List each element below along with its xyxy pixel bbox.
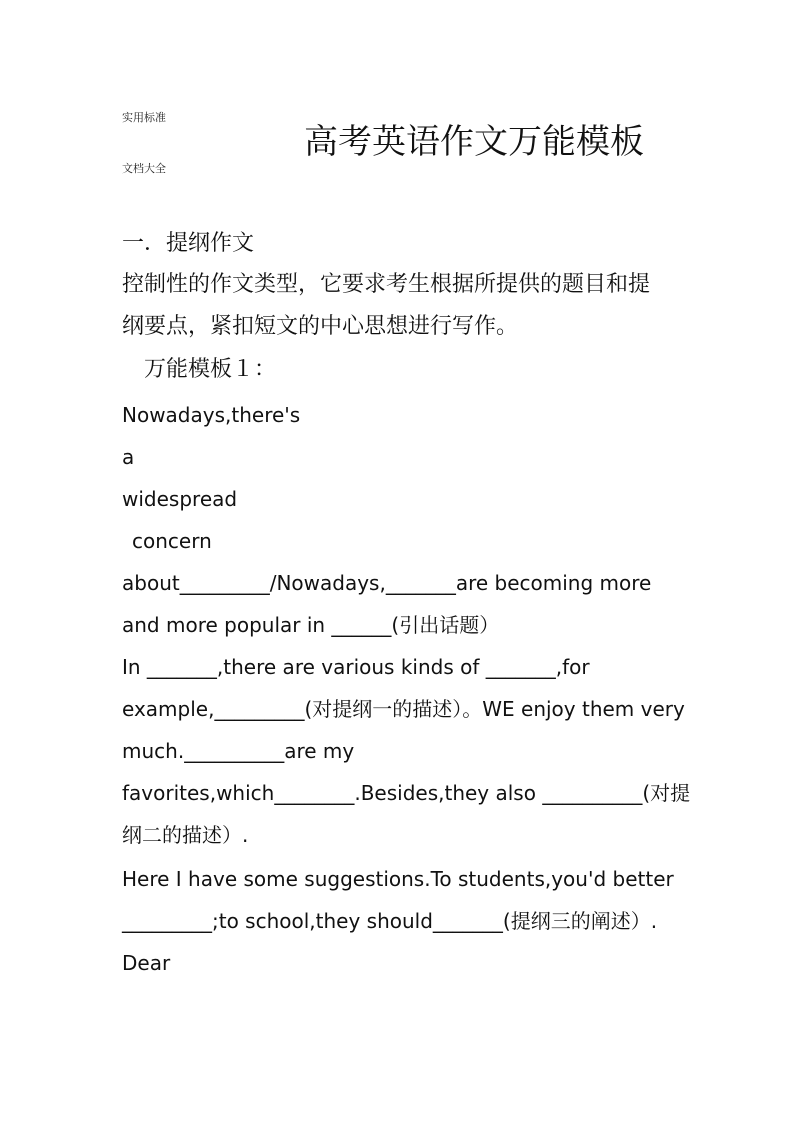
section-heading: 一．提纲作文: [122, 231, 255, 256]
body-text-line: about_________/Nowadays,_______are becoming more: [122, 571, 652, 595]
body-text-line: Here I have some suggestions.To students,you'd better: [122, 867, 674, 891]
body-text-line: _________;to school,they should_______(提纲三的阐述）.: [122, 909, 658, 933]
body-text-line: a: [122, 445, 135, 469]
template-label: 万能模板１：: [144, 357, 277, 382]
body-text-line: Dear: [122, 951, 171, 975]
section-intro-line: 纲要点，紧扣短文的中心思想进行写作。: [122, 314, 519, 339]
section-intro-line: 控制性的作文类型，它要求考生根据所提供的题目和提: [122, 272, 651, 297]
body-text-line: 纲二的描述）.: [122, 823, 249, 847]
body-text-line: Nowadays,there's: [122, 403, 301, 427]
document-title: 高考英语作文万能模板: [304, 122, 644, 162]
body-text-line: favorites,which________.Besides,they also __________(对提: [122, 781, 691, 805]
body-text-line: much.__________are my: [122, 739, 355, 763]
header-label-collection: 文档大全: [122, 162, 166, 175]
body-text-line: example,_________(对提纲一的描述）。WE enjoy them very: [122, 697, 685, 721]
header-label-standard: 实用标准: [122, 111, 166, 124]
body-text-line: widespread: [122, 487, 238, 511]
body-text-line: In _______,there are various kinds of _______,for: [122, 655, 590, 679]
body-text-line: concern: [132, 529, 212, 553]
body-text-line: and more popular in ______(引出话题）: [122, 613, 500, 637]
